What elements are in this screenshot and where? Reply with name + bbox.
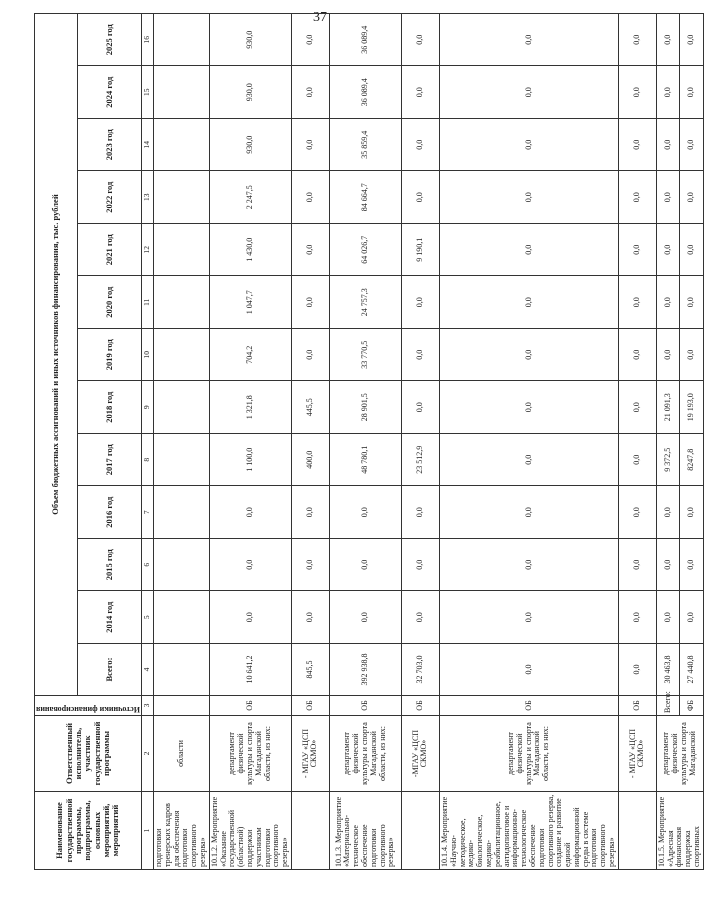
row-year-value: 0,0 [439,66,618,119]
row-year-value: 0,0 [656,329,679,382]
column-number: 13 [141,171,153,224]
row-year-value: 0,0 [618,171,656,224]
header-year: 2020 год [77,276,141,329]
row-year-value: 0,0 [401,119,439,172]
row-year-value: 0,0 [439,434,618,487]
header-year: 2014 год [77,591,141,644]
row-executor: департамент физической культуры и спорта Магаданской области, из них: [329,716,401,792]
column-number: 15 [141,66,153,119]
column-number: 9 [141,381,153,434]
header-volume: Объем бюджетных ассигнований и иных источников финансирования, тыс. рублей [35,13,78,695]
header-year: 2023 год [77,119,141,172]
row-year-value: 0,0 [291,224,329,277]
row-year-value: 0,0 [329,591,401,644]
row-executor: -МГАУ «ЦСП СКМО» [401,716,439,792]
row-year-value: 0,0 [439,119,618,172]
row-year-value: 0,0 [439,171,618,224]
row-year-value: 0,0 [618,13,656,66]
header-source [35,696,142,716]
row-year-value [153,66,209,119]
row-year-value: 0,0 [439,276,618,329]
column-number: 5 [141,591,153,644]
header-year: 2017 год [77,434,141,487]
column-number: 3 [141,696,153,716]
row-year-value: 0,0 [618,486,656,539]
row-year-value: 0,0 [680,171,704,224]
row-year-value: 9 190,1 [401,224,439,277]
row-year-value [153,539,209,592]
row-year-value: 0,0 [291,276,329,329]
header-year: 2024 год [77,66,141,119]
row-source: ОБ [618,696,656,716]
row-year-value: 0,0 [656,276,679,329]
row-year-value [153,171,209,224]
column-number: 14 [141,119,153,172]
row-year-value: 704,2 [209,329,291,382]
row-year-value: 0,0 [291,329,329,382]
row-year-value: 0,0 [209,486,291,539]
column-number: 6 [141,539,153,592]
row-name: подготовки тренерских кадров для обеспечения подготовки спортивного резерва» [153,792,209,870]
row-year-value: 48 780,1 [329,434,401,487]
column-number: 11 [141,276,153,329]
row-year-value: 23 512,9 [401,434,439,487]
row-year-value [153,276,209,329]
row-year-value [153,119,209,172]
row-executor: департамент физической культуры и спорта Магаданской области, из них: [439,716,618,792]
row-year-value: 0,0 [656,539,679,592]
row-source: ОБ [439,696,618,716]
table-row [401,13,439,869]
row-year-value: 930,0 [209,13,291,66]
row-year-value [153,381,209,434]
row-year-value [153,329,209,382]
header-year: 2021 год [77,224,141,277]
row-year-value: 0,0 [618,539,656,592]
column-number: 1 [141,792,153,870]
row-source: ОБ [291,696,329,716]
row-year-value: 24 757,3 [329,276,401,329]
row-executor: департамент физической культуры и спорта Магаданской [656,716,703,792]
row-year-value: 0,0 [680,66,704,119]
row-year-value: 400,0 [291,434,329,487]
row-year-value: 0,0 [680,539,704,592]
header-year: 2016 год [77,486,141,539]
header-year: 2022 год [77,171,141,224]
row-year-value: 35 859,4 [329,119,401,172]
row-year-value: 0,0 [401,329,439,382]
table-row [656,13,679,869]
column-number: 10 [141,329,153,382]
row-year-value: 0,0 [618,434,656,487]
row-year-value: 0,0 [401,171,439,224]
row-year-value: 1 047,7 [209,276,291,329]
table-row [291,13,329,869]
row-source: ОБ [329,696,401,716]
row-year-value: 0,0 [618,276,656,329]
column-number: 12 [141,224,153,277]
row-executor: - МГАУ «ЦСП СКМО» [291,716,329,792]
row-year-value: 21 091,3 [656,381,679,434]
table-row [209,13,291,869]
row-year-value: 1 321,8 [209,381,291,434]
column-number: 4 [141,644,153,696]
row-name: 10.1.5. Мероприятие «Адресная финансовая поддержка спортивных [656,792,703,870]
row-year-value: 9 372,5 [656,434,679,487]
column-number-row [141,13,153,869]
row-year-value: 0,0 [439,329,618,382]
row-year-value: 0,0 [291,591,329,644]
row-year-value: 0,0 [439,539,618,592]
table-row [329,13,401,869]
row-year-value: 0,0 [401,591,439,644]
row-year-value: 0,0 [209,539,291,592]
header-year: 2018 год [77,381,141,434]
column-number: 2 [141,716,153,792]
row-name [291,792,329,870]
row-year-value: 445,5 [291,381,329,434]
row-year-value: 0,0 [680,591,704,644]
row-year-value: 0,0 [291,171,329,224]
header-year: 2025 год [77,13,141,66]
row-year-value: 0,0 [680,13,704,66]
row-source: ФБ [680,696,704,716]
row-year-value: 28 901,5 [329,381,401,434]
row-year-value: 0,0 [680,329,704,382]
row-executor: - МГАУ «ЦСП СКМО» [618,716,656,792]
row-year-value: 0,0 [618,66,656,119]
row-year-value: 0,0 [329,486,401,539]
row-name: 10.1.2. Мероприятие «Оказание государственной (областной) поддержки участникам подготовки спортивного резерва» [209,792,291,870]
row-total: 32 703,0 [401,644,439,696]
row-year-value: 0,0 [439,13,618,66]
row-total: 30 463,8 [656,644,679,696]
header-executor: Ответственный исполнитель, участник государственной программы [35,716,142,792]
page-number: 37 [313,10,327,25]
row-year-value: 0,0 [401,66,439,119]
table-row [153,13,209,869]
row-year-value: 0,0 [439,591,618,644]
row-year-value: 36 089,4 [329,13,401,66]
row-total [153,644,209,696]
row-year-value: 0,0 [656,486,679,539]
row-year-value: 0,0 [656,224,679,277]
rotated-table [34,14,702,870]
row-year-value: 0,0 [618,224,656,277]
row-year-value: 64 026,7 [329,224,401,277]
financing-table [34,13,704,870]
row-year-value [153,486,209,539]
row-name [401,792,439,870]
header-name: Наименование государственной программы, подпрограммы, основных мероприятий, мероприятий [35,792,142,870]
row-name [618,792,656,870]
column-number: 7 [141,486,153,539]
row-total: 27 440,8 [680,644,704,696]
row-year-value: 0,0 [291,119,329,172]
row-total: 10 641,2 [209,644,291,696]
row-year-value: 0,0 [291,486,329,539]
row-year-value: 19 193,0 [680,381,704,434]
row-total: 392 938,8 [329,644,401,696]
table-row [439,13,618,869]
row-year-value [153,434,209,487]
header-source-text: Источники финансирования [36,705,140,714]
row-year-value: 0,0 [656,171,679,224]
row-year-value: 0,0 [401,486,439,539]
row-year-value: 84 664,7 [329,171,401,224]
row-year-value: 0,0 [291,66,329,119]
row-total: 0,0 [439,644,618,696]
row-year-value: 0,0 [401,381,439,434]
row-year-value: 0,0 [618,119,656,172]
row-source: ОБ [209,696,291,716]
row-year-value [153,13,209,66]
row-year-value: 0,0 [439,381,618,434]
row-year-value [153,591,209,644]
header-year: 2019 год [77,329,141,382]
row-year-value: 0,0 [401,276,439,329]
row-year-value: 0,0 [439,486,618,539]
row-year-value: 0,0 [618,329,656,382]
row-year-value: 0,0 [656,13,679,66]
row-year-value: 0,0 [291,13,329,66]
row-source [153,696,209,716]
row-year-value: 0,0 [656,591,679,644]
row-year-value: 8247,8 [680,434,704,487]
row-total: 0,0 [618,644,656,696]
table-row [618,13,656,869]
header-year: 2015 год [77,539,141,592]
row-year-value: 0,0 [618,591,656,644]
row-year-value: 0,0 [656,119,679,172]
row-year-value: 930,0 [209,119,291,172]
row-year-value: 0,0 [291,539,329,592]
column-number: 8 [141,434,153,487]
row-year-value: 0,0 [680,276,704,329]
row-total: 845,5 [291,644,329,696]
row-name: 10.1.4. Мероприятие «Научно-методическое, медико-биологическое, медико-реабилитационное, антидопинговое и информационно-технологическое обеспечение подготовки спортивного резерва, создание и развитие единой информационной среды в системе подготовки спортивного резерва» [439,792,618,870]
row-year-value: 0,0 [401,539,439,592]
row-year-value: 930,0 [209,66,291,119]
row-year-value: 1 100,0 [209,434,291,487]
row-executor: области [153,716,209,792]
row-executor: департамент физической культуры и спорта Магаданской области, из них: [209,716,291,792]
row-year-value [153,224,209,277]
row-year-value: 0,0 [209,591,291,644]
row-year-value: 33 770,5 [329,329,401,382]
row-year-value: 0,0 [329,539,401,592]
row-year-value: 2 247,5 [209,171,291,224]
row-year-value: 0,0 [680,486,704,539]
row-year-value: 0,0 [656,66,679,119]
row-year-value: 0,0 [401,13,439,66]
row-year-value: 1 430,0 [209,224,291,277]
header-total: Всего: [77,644,141,696]
row-year-value: 0,0 [439,224,618,277]
row-source: ОБ [401,696,439,716]
row-year-value: 36 089,4 [329,66,401,119]
row-year-value: 0,0 [680,224,704,277]
row-source: Всего: [656,696,679,716]
row-year-value: 0,0 [680,119,704,172]
row-name: 10.1.3. Мероприятие «Материально-техническое обеспечение подготовки спортивного резерва» [329,792,401,870]
row-year-value: 0,0 [618,381,656,434]
column-number: 16 [141,13,153,66]
